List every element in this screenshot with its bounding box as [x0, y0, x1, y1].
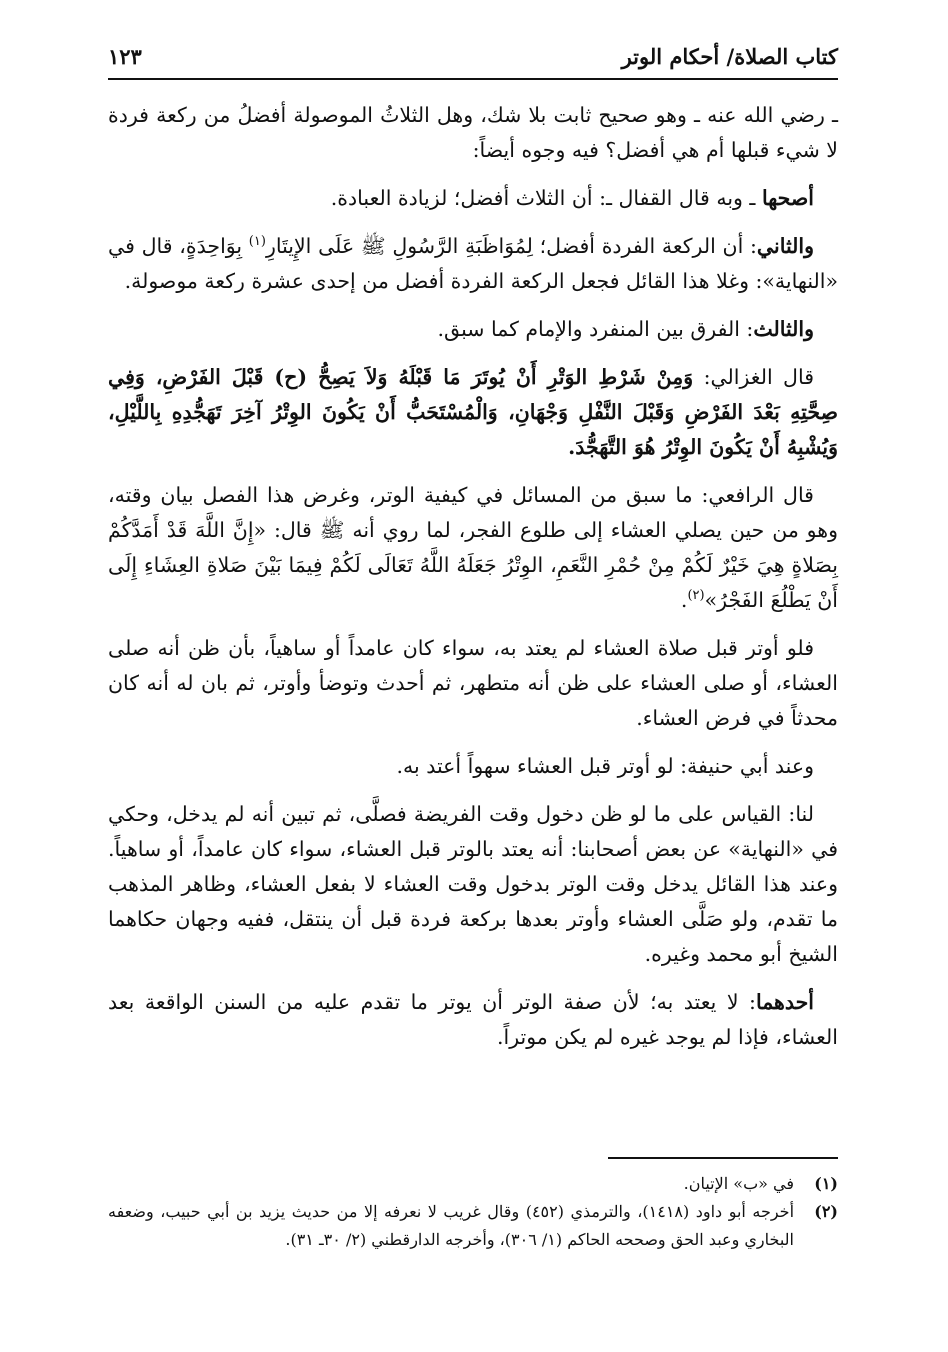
paragraph-text: ـ وبه قال القفال ـ: أن الثلاث أفضل؛ لزيادة العبادة.: [330, 186, 762, 210]
footnote-number: (٢): [814, 1202, 838, 1221]
page-number: ١٢٣: [108, 43, 142, 69]
paragraph-9: لنا: القياس على ما لو ظن دخول وقت الفريضة فصلَّى، ثم تبين أنه لم يدخل، وحكي في «النهاية» عن بعض أصحابنا: أنه يعتد بالوتر قبل العشاء، سواء كان عامداً، أو ساهياً. وعند هذا القائل يدخل وقت الوتر بدخول وقت العشاء لا بفعل العشاء، وظاهر المذهب ما تقدم، ولو صَلَّى العشاء وأوتر بعدها بركعة فردة قبل أن ينتقل، ففيه وجهان حكاهما الشيخ أبو محمد وغيره.: [108, 802, 838, 966]
running-title: كتاب الصلاة/ أحكام الوتر: [621, 43, 838, 69]
lead-word: أحدهما: [755, 990, 814, 1014]
footnote-item: [108, 1198, 838, 1254]
paragraph-4: [108, 312, 838, 347]
paragraph-text: بِوَاحِدَةٍ، قال في «النهاية»: وغلا هذا القائل فجعل الركعة الفردة أفضل من إحدى عشرة ركعة موصولة.: [108, 234, 838, 293]
paragraph-text: : الفرق بين المنفرد والإمام كما سبق.: [437, 317, 754, 341]
footnote-text: أخرجه أبو داود (١٤١٨)، والترمذي (٤٥٢) وقال غريب لا نعرفه إلا من حديث يزيد بن أبي حبيب، وضعفه البخاري وعبد الحق وصححه الحاكم (١/ ٣٠٦)، وأخرجه الدارقطني (٢/ ٣٠ـ ٣١).: [108, 1202, 795, 1249]
footnote-item: [108, 1170, 838, 1198]
footnotes: [108, 1170, 838, 1254]
footnote-divider: [608, 1157, 838, 1159]
paragraph-text: : أن الركعة الفردة أفضل؛ لِمُوَاظَبَةِ الرَّسُولِ ﷺ عَلَى الإِيتَارِ: [265, 234, 757, 258]
paragraph-text: .: [680, 588, 688, 612]
paragraph-3: [108, 229, 838, 299]
paragraph-2: [108, 181, 838, 216]
paragraph-text: قال الغزالي:: [693, 365, 814, 389]
lead-word: والثاني: [756, 234, 814, 258]
footnote-ref: (٢): [687, 588, 705, 604]
footnote-number: (١): [814, 1174, 838, 1193]
paragraph-8: وعند أبي حنيفة: لو أوتر قبل العشاء سهواً أعتد به.: [396, 754, 814, 778]
lead-word: والثالث: [753, 317, 814, 341]
paragraph-7: فلو أوتر قبل صلاة العشاء لم يعتد به، سواء كان عامداً أو ساهياً، بأن ظن أنه صلى العشاء، أو صلى العشاء على ظن أنه متطهر، ثم أحدث وتوضأ وأوتر، ثم بان له أنه كان محدثاً في فرض العشاء.: [108, 636, 838, 730]
matn-quote: وَمِنْ شَرْطِ الوَتْرِ أَنْ يُوتَرَ مَا قَبْلَهُ وَلاَ يَصِحُّ (ح) قَبْلَ الفَرْضِ، وَفِي صِحَّتِهِ بَعْدَ الفَرْضِ وَقَبْلَ النَّفْلِ وَجْهَانِ، وَالْمُسْتَحَبُّ أَنْ يَكُونَ الوِتْرُ آخِرَ تَهَجُّدِهِ بِاللَّيْلِ، وَيُشْبِهُ أَنْ يَكُونَ الوِتْرُ هُوَ التَّهَجُّدَ.: [108, 365, 838, 459]
footnote-ref: (١): [248, 234, 266, 250]
main-text: [108, 98, 838, 1068]
paragraph-1: ـ رضي الله عنه ـ وهو صحيح ثابت بلا شك، وهل الثلاثُ الموصولة أفضلُ من ركعة فردة لا شيء قبلها أم هي أفضل؟ فيه وجوه أيضاً:: [108, 103, 838, 162]
paragraph-text: : لا يعتد به؛ لأن صفة الوتر أن يوتر ما تقدم عليه من السنن الواقعة بعد العشاء، فإذا لم يوجد غيره لم يكن موتراً.: [108, 990, 838, 1049]
running-header: [108, 34, 838, 80]
paragraph-10: [108, 985, 838, 1055]
paragraph-text: قال الرافعي: ما سبق من المسائل في كيفية الوتر، وغرض هذا الفصل بيان وقته، وهو من حين يصلي العشاء إلى طلوع الفجر، لما روي أنه ﷺ قال: «إِنَّ اللَّهَ قَدْ أَمَدَّكُمْ بِصَلاةٍ هِيَ خَيْرٌ لَكُمْ مِنْ حُمْرِ النَّعَمِ، الوِتْرُ جَعَلَهُ اللَّهُ تَعَالَى لَكُمْ فِيمَا بَيْنَ صَلاةِ العِشَاءِ إِلَى أَنْ يَطْلُعَ الفَجْرُ»: [108, 483, 838, 612]
footnote-text: في «ب» الإتيان.: [683, 1174, 794, 1193]
paragraph-6: [108, 478, 838, 618]
paragraph-5: [108, 360, 838, 465]
lead-word: أصحها: [761, 186, 814, 210]
